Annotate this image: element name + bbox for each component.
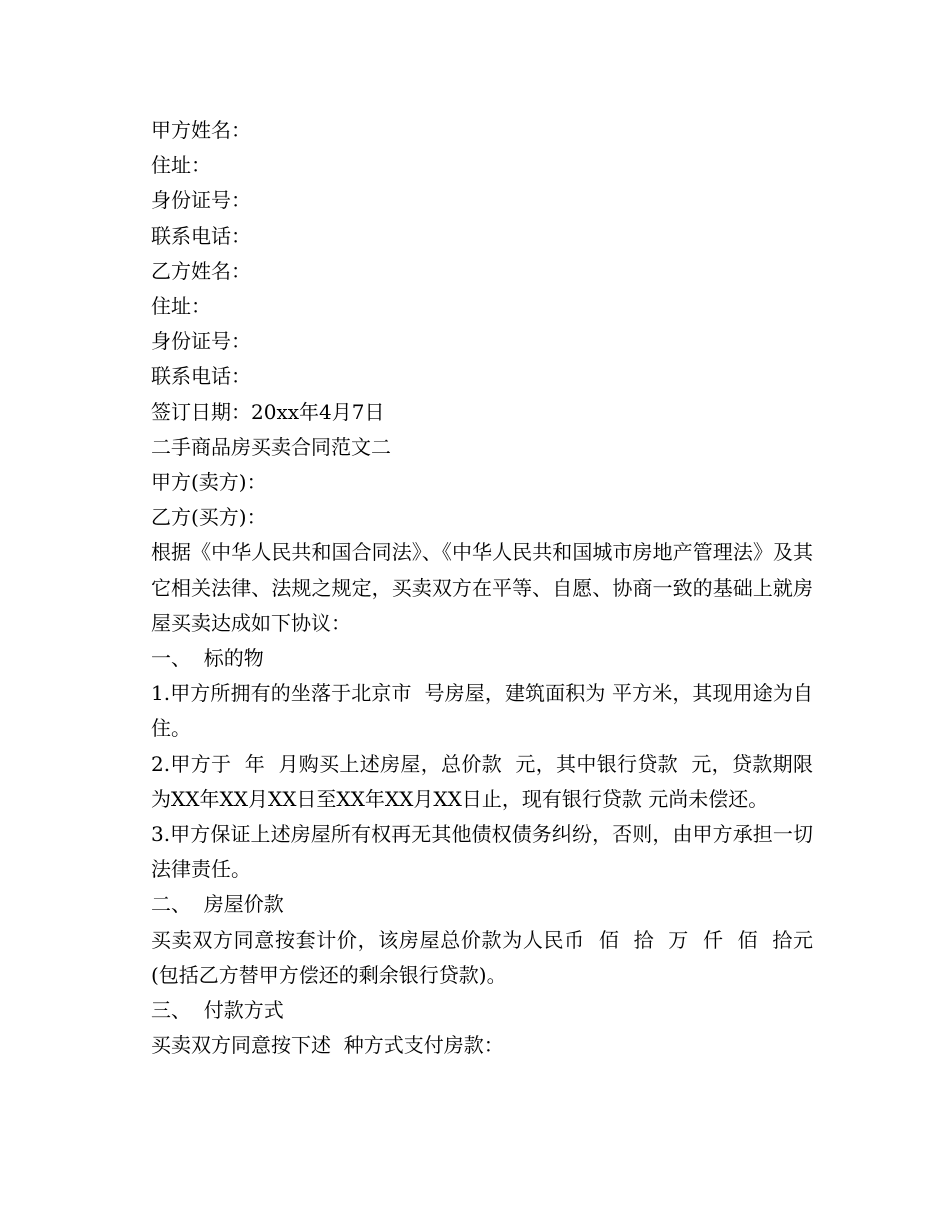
heading-payment: 三、 付款方式 bbox=[151, 998, 284, 1023]
party-b-address-field: 住址： bbox=[151, 294, 211, 319]
document-body bbox=[139, 113, 813, 1063]
seller-field: 甲方(卖方)： bbox=[151, 470, 267, 495]
party-a-phone-field: 联系电话： bbox=[151, 223, 251, 248]
party-a-address-field: 住址： bbox=[151, 153, 211, 178]
buyer-field: 乙方(买方)： bbox=[151, 505, 267, 530]
preamble-paragraph: 根据《中华人民共和国合同法》、《中华人民共和国城市房地产管理法》及其它相关法律、法规之规定，买卖双方在平等、自愿、协商一致的基础上就房屋买卖达成如下协议： bbox=[151, 540, 813, 635]
party-a-name-field: 甲方姓名： bbox=[151, 118, 251, 142]
heading-price: 二、 房屋价款 bbox=[151, 892, 284, 917]
payment-paragraph: 买卖双方同意按下述 种方式支付房款： bbox=[151, 1033, 504, 1058]
price-paragraph: 买卖双方同意按套计价，该房屋总价款为人民币 佰 拾 万 仟 佰 拾元(包括乙方替甲方偿还的剩余银行贷款)。 bbox=[151, 927, 813, 987]
clause-2: 2.甲方于 年 月购买上述房屋，总价款 元，其中银行贷款 元，贷款期限为XX年XX月XX日至XX年XX月XX日止，现有银行贷款 元尚未偿还。 bbox=[151, 751, 813, 811]
section-title: 二手商品房买卖合同范文二 bbox=[151, 434, 391, 459]
clause-3: 3.甲方保证上述房屋所有权再无其他债权债务纠纷，否则，由甲方承担一切法律责任。 bbox=[151, 822, 813, 882]
signing-date: 签订日期：20xx年4月7日 bbox=[151, 399, 385, 424]
party-a-id-field: 身份证号： bbox=[151, 188, 251, 213]
party-b-name-field: 乙方姓名： bbox=[151, 258, 251, 283]
party-b-phone-field: 联系电话： bbox=[151, 364, 251, 389]
heading-subject: 一、 标的物 bbox=[151, 646, 264, 671]
party-b-id-field: 身份证号： bbox=[151, 329, 251, 354]
clause-1: 1.甲方所拥有的坐落于北京市 号房屋，建筑面积为 平方米，其现用途为自住。 bbox=[151, 681, 813, 741]
